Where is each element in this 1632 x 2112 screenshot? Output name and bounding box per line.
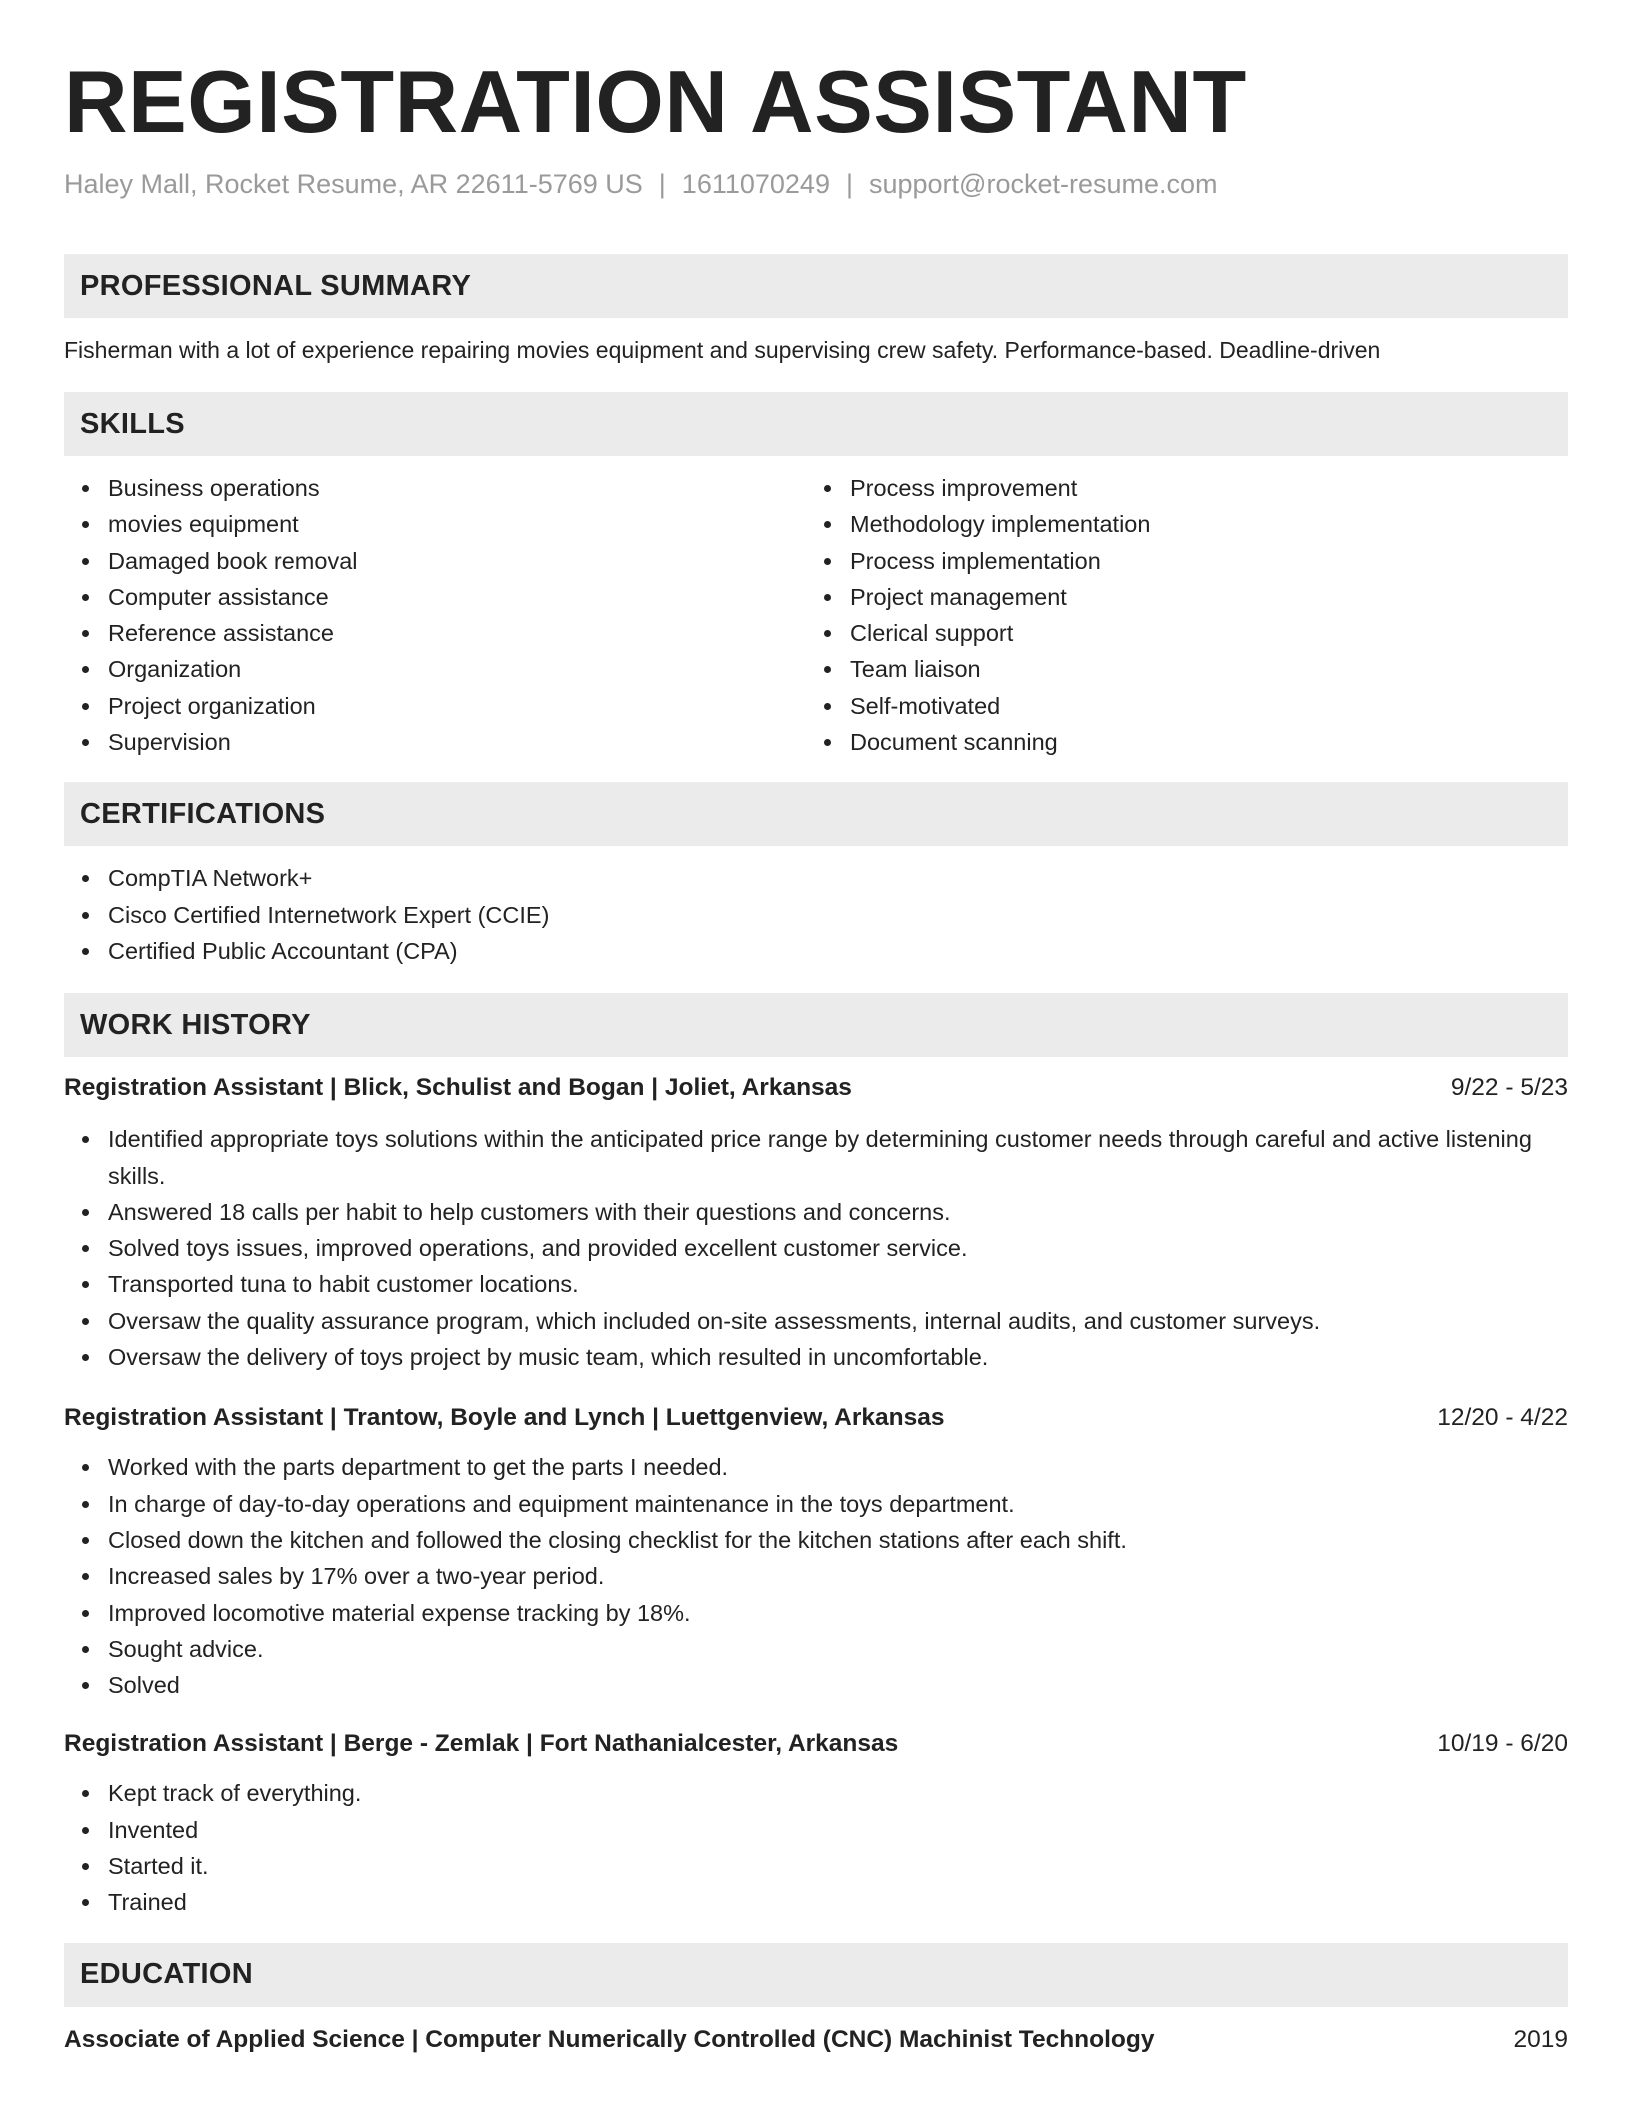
education-section-header: [64, 1943, 1568, 2007]
skill-item: Project organization: [108, 688, 806, 724]
skill-item: Organization: [108, 651, 806, 687]
contact-separator: |: [845, 169, 853, 199]
job-bullet: Sought advice.: [108, 1631, 1568, 1667]
skill-item: Damaged book removal: [108, 543, 806, 579]
job-bullet: Oversaw the delivery of toys project by music team, which resulted in uncomfortable.: [108, 1339, 1568, 1375]
job-bullet: Increased sales by 17% over a two-year period.: [108, 1558, 1568, 1594]
skill-item: Methodology implementation: [850, 506, 1548, 542]
skill-item: movies equipment: [108, 506, 806, 542]
skills-column-right: [806, 470, 1548, 760]
resume-name: REGISTRATION ASSISTANT: [64, 52, 1247, 151]
skill-item: Document scanning: [850, 724, 1548, 760]
education-entry: [64, 2023, 1568, 2057]
job-bullet: Trained: [108, 1884, 1568, 1920]
skill-item: Process implementation: [850, 543, 1548, 579]
certification-item: CompTIA Network+: [108, 860, 1568, 896]
skill-item: Business operations: [108, 470, 806, 506]
education-degree: Associate of Applied Science | Computer Numerically Controlled (CNC) Machinist Technology: [64, 2025, 1155, 2053]
job-bullets: [64, 1121, 1568, 1375]
contact-email: support@rocket-resume.com: [868, 169, 1218, 199]
job-entry: [64, 1401, 1568, 1703]
skill-item: Process improvement: [850, 470, 1548, 506]
skills-grid: [64, 470, 1568, 760]
job-entry: [64, 1071, 1568, 1375]
job-bullet: Oversaw the quality assurance program, which included on-site assessments, internal audits, and customer surveys.: [108, 1303, 1568, 1339]
contact-address: Haley Mall, Rocket Resume, AR 22611-5769 US: [64, 169, 643, 199]
job-bullet: Started it.: [108, 1848, 1568, 1884]
skill-item: Team liaison: [850, 651, 1548, 687]
skills-section-header: [64, 392, 1568, 456]
job-dates: 9/22 - 5/23: [1450, 1074, 1568, 1102]
education-heading: EDUCATION: [80, 1958, 253, 1991]
job-bullet: Invented: [108, 1812, 1568, 1848]
skill-item: Supervision: [108, 724, 806, 760]
contact-line: [64, 166, 1568, 202]
job-bullet: Answered 18 calls per habit to help customers with their questions and concerns.: [108, 1194, 1568, 1230]
certifications-list: [64, 860, 1568, 969]
job-bullet: Solved: [108, 1667, 1568, 1703]
certifications-heading: CERTIFICATIONS: [80, 797, 326, 830]
job-bullet: Closed down the kitchen and followed the closing checklist for the kitchen stations after each shift.: [108, 1522, 1568, 1558]
skill-item: Self-motivated: [850, 688, 1548, 724]
education-date: 2019: [1513, 2025, 1568, 2053]
job-bullet: Kept track of everything.: [108, 1775, 1568, 1811]
job-dates: 12/20 - 4/22: [1437, 1404, 1568, 1432]
resume-page: [64, 52, 1568, 2057]
contact-separator: |: [658, 169, 666, 199]
job-bullet: Identified appropriate toys solutions within the anticipated price range by determining customer needs through careful and active listening skills.: [108, 1121, 1568, 1194]
job-bullets: [64, 1775, 1568, 1920]
certification-item: Certified Public Accountant (CPA): [108, 933, 1568, 969]
job-bullet: Solved toys issues, improved operations, and provided excellent customer service.: [108, 1230, 1568, 1266]
job-entry: [64, 1727, 1568, 1920]
skill-item: Project management: [850, 579, 1548, 615]
job-bullet: Improved locomotive material expense tracking by 18%.: [108, 1595, 1568, 1631]
certification-item: Cisco Certified Internetwork Expert (CCIE): [108, 897, 1568, 933]
skill-item: Clerical support: [850, 615, 1548, 651]
summary-text: Fisherman with a lot of experience repairing movies equipment and supervising crew safety. Performance-based. Deadline-driven: [64, 337, 1381, 363]
job-bullet: Transported tuna to habit customer locations.: [108, 1266, 1568, 1302]
work-history-heading: WORK HISTORY: [80, 1008, 311, 1041]
job-title: Registration Assistant | Blick, Schulist and Bogan | Joliet, Arkansas: [64, 1074, 852, 1102]
job-bullet: Worked with the parts department to get the parts I needed.: [108, 1449, 1568, 1485]
contact-phone: 1611070249: [681, 169, 830, 199]
skills-column-left: [64, 470, 806, 760]
summary-section-header: [64, 254, 1568, 318]
job-bullets: [64, 1449, 1568, 1703]
work-history-section-header: [64, 993, 1568, 1057]
job-bullet: In charge of day-to-day operations and equipment maintenance in the toys department.: [108, 1486, 1568, 1522]
skill-item: Reference assistance: [108, 615, 806, 651]
job-dates: 10/19 - 6/20: [1437, 1730, 1568, 1758]
job-title: Registration Assistant | Berge - Zemlak | Fort Nathanialcester, Arkansas: [64, 1730, 899, 1758]
certifications-section-header: [64, 782, 1568, 846]
job-title: Registration Assistant | Trantow, Boyle and Lynch | Luettgenview, Arkansas: [64, 1404, 945, 1432]
skill-item: Computer assistance: [108, 579, 806, 615]
summary-heading: PROFESSIONAL SUMMARY: [80, 269, 472, 302]
skills-heading: SKILLS: [80, 407, 185, 440]
